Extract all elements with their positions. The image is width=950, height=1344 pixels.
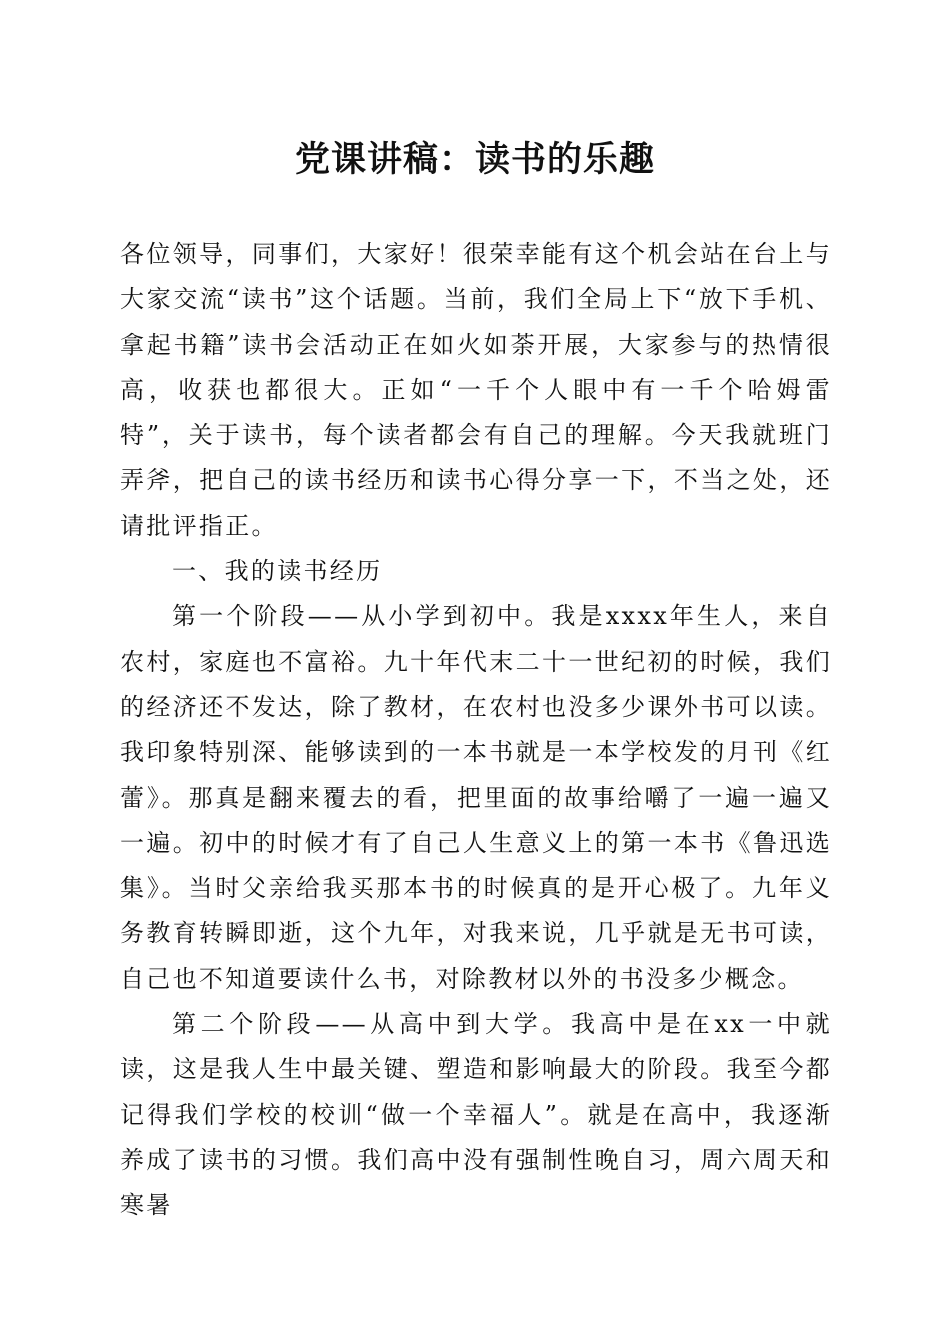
opening-paragraph: 各位领导，同事们，大家好！很荣幸能有这个机会站在台上与大家交流“读书”这个话题。当前，我们全局上下“放下手机、拿起书籍”读书会活动正在如火如荼开展，大家参与的热情很高，收获也都很大。正如“一千个人眼中有一千个哈姆雷特”，关于读书，每个读者都会有自己的理解。今天我就班门弄斧，把自己的读书经历和读书心得分享一下，不当之处，还请批评指正。 (120, 240, 832, 540)
section-heading: 一、我的读书经历 (172, 557, 383, 586)
stage-one-paragraph: 第一个阶段——从小学到初中。我是xxxx年生人，来自农村，家庭也不富裕。九十年代末二十一世纪初的时候，我们的经济还不发达，除了教材，在农村也没多少课外书可以读。我印象特别深、能够读到的一本书就是一本学校发的月刊《红蕾》。那真是翻来覆去的看，把里面的故事给嚼了一遍一遍又一遍。初中的时候才有了自己人生意义上的第一本书《鲁迅选集》。当时父亲给我买那本书的时候真的是开心极了。九年义务教育转瞬即逝，这个九年，对我来说，几乎就是无书可读，自己也不知道要读什么书，对除教材以外的书没多少概念。 (120, 602, 832, 993)
stage-two-paragraph: 第二个阶段——从高中到大学。我高中是在xx一中就读，这是我人生中最关键、塑造和影响最大的阶段。我至今都记得我们学校的校训“做一个幸福人”。就是在高中，我逐渐养成了读书的习惯。我们高中没有强制性晚自习，周六周天和寒暑 (120, 1010, 832, 1220)
document-body (120, 232, 832, 1229)
document-title: 党课讲稿：读书的乐趣 (294, 139, 655, 180)
